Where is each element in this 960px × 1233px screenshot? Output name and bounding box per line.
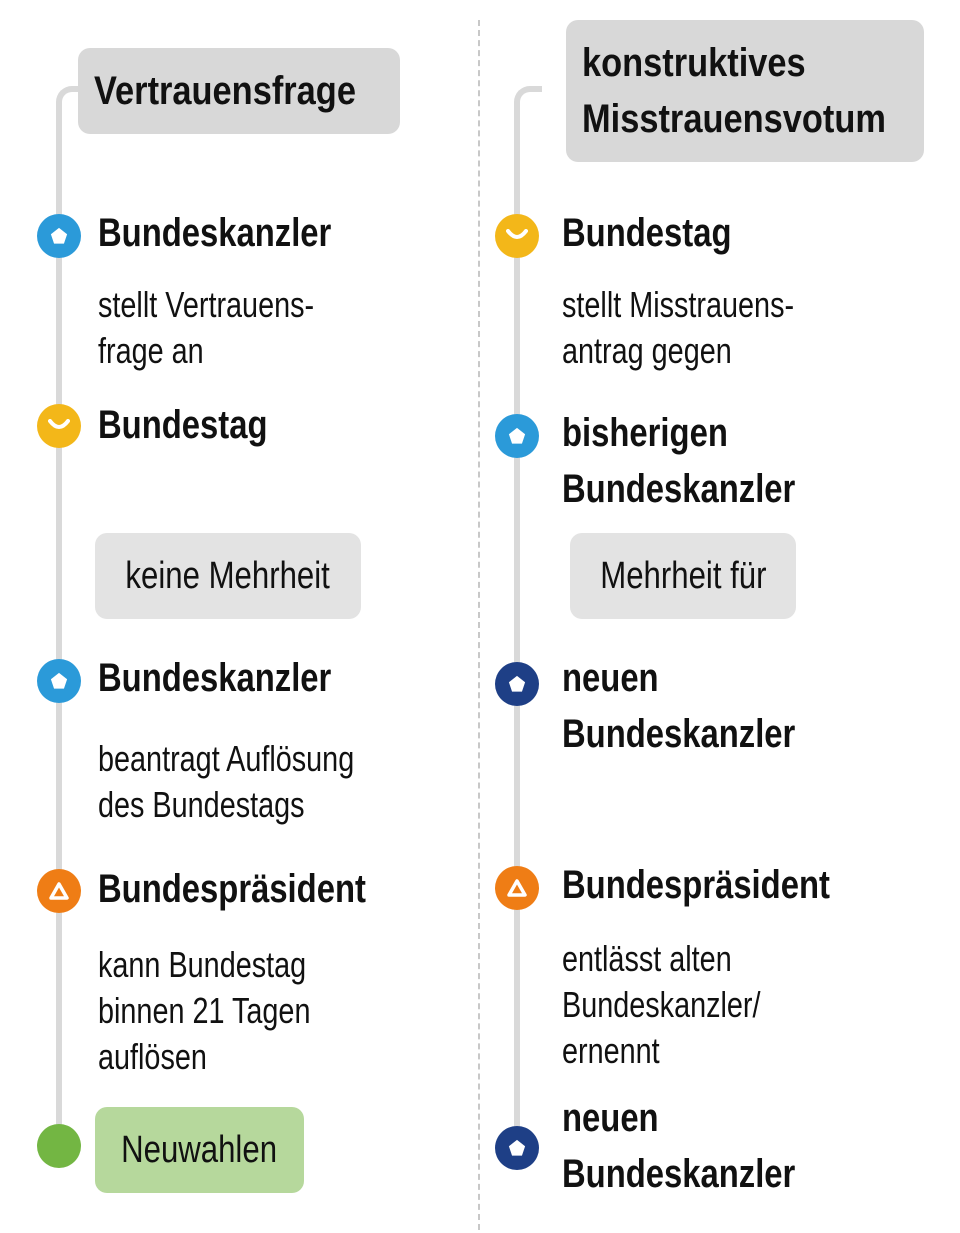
result-pill: Neuwahlen [95, 1107, 304, 1193]
header-connector [514, 86, 542, 122]
column-title: Vertrauensfrage [78, 48, 400, 134]
step-description: stellt Misstrauens- antrag gegen [562, 284, 795, 371]
pentagon-icon [495, 662, 539, 706]
timeline-line [514, 112, 520, 1148]
pentagon-icon [37, 659, 81, 703]
step-description: stellt Vertrauens- frage an [98, 284, 315, 371]
actor-label: neuen Bundeskanzler [562, 1096, 796, 1196]
actor-label: Bundeskanzler [98, 211, 332, 255]
actor-label: Bundestag [562, 211, 732, 255]
smile-icon [37, 404, 81, 448]
vertrauensfrage-column [0, 0, 470, 1233]
actor-label: bisherigen Bundeskanzler [562, 411, 796, 511]
column-title: konstruktives Misstrauensvotum [566, 20, 924, 162]
step-description: beantragt Auflösung des Bundestags [98, 738, 355, 825]
smile-icon [495, 214, 539, 258]
actor-label: Bundespräsident [98, 867, 366, 911]
step-description: entlässt alten Bundeskanzler/ ernennt [562, 938, 761, 1071]
actor-label: neuen Bundeskanzler [562, 656, 796, 756]
actor-label: Bundeskanzler [98, 656, 332, 700]
triangle-icon [495, 866, 539, 910]
actor-label: Bundespräsident [562, 863, 830, 907]
misstrauensvotum-column [480, 0, 960, 1233]
pentagon-icon [495, 1126, 539, 1170]
result-pill: Mehrheit für [570, 533, 796, 619]
timeline-line [56, 112, 62, 1148]
pentagon-icon [37, 214, 81, 258]
dot-icon [37, 1124, 81, 1168]
result-pill: keine Mehrheit [95, 533, 361, 619]
pentagon-icon [495, 414, 539, 458]
actor-label: Bundestag [98, 403, 268, 447]
triangle-icon [37, 869, 81, 913]
step-description: kann Bundestag binnen 21 Tagen auflösen [98, 944, 311, 1077]
